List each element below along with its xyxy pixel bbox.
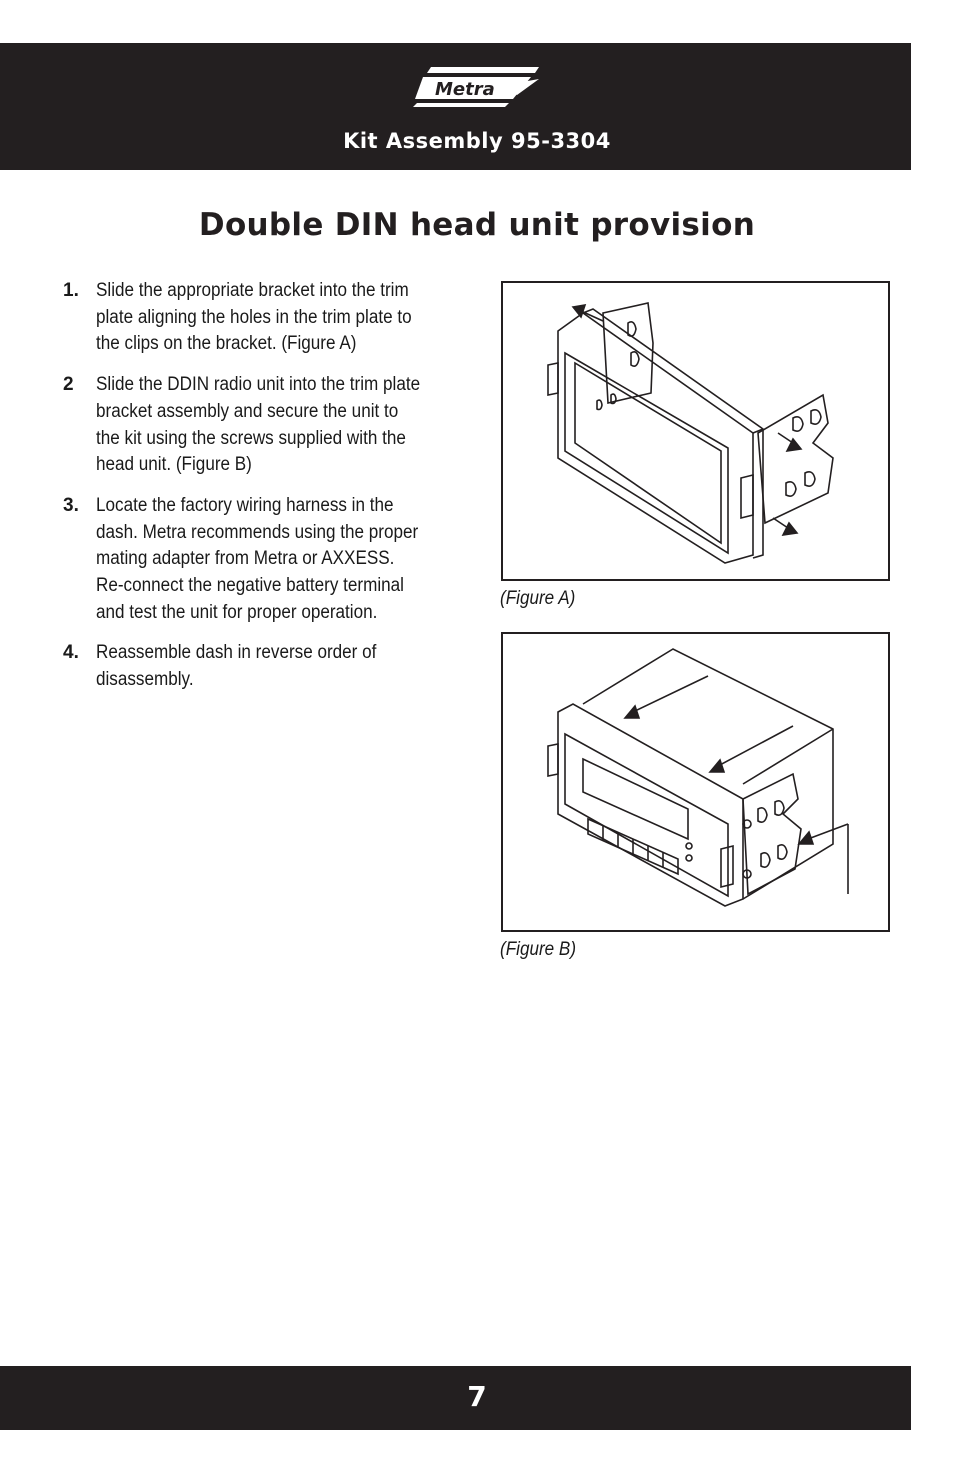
figure-a (501, 281, 890, 581)
figure-a-caption: (Figure A) (500, 588, 576, 609)
step-number: 2 (63, 374, 74, 396)
instruction-list (63, 278, 458, 708)
kit-title: Kit Assembly 95-3304 (343, 129, 611, 153)
page-title: Double DIN head unit provision (198, 207, 756, 243)
step-1 (63, 278, 458, 358)
footer-bar (0, 1366, 911, 1430)
figure-b-caption: (Figure B) (500, 939, 577, 960)
step-4 (63, 640, 458, 693)
figure-b (501, 632, 890, 932)
step-text: Locate the factory wiring harness in the dash. Metra recommends using the proper mating adapter from Metra or AXXESS. Re-connect the negative battery terminal and test the unit for proper operation. (96, 494, 419, 623)
step-text: Slide the DDIN radio unit into the trim plate bracket assembly and secure the unit to the kit using the screws supplied with the head unit. (Figure B) (96, 374, 421, 476)
header-bar (0, 43, 911, 170)
step-text: Reassemble dash in reverse order of disassembly. (96, 642, 377, 691)
metra-logo (413, 65, 541, 109)
step-number: 1. (63, 280, 79, 301)
step-number: 3. (63, 494, 79, 516)
step-text: Slide the appropriate bracket into the trim plate aligning the holes in the trim plate to the clips on the bracket. (Figure A) (96, 280, 412, 355)
svg-text:Metra: Metra (435, 79, 495, 100)
step-number: 4. (63, 642, 79, 664)
step-2 (63, 372, 458, 479)
figure-b-drawing (503, 634, 888, 930)
figure-a-drawing (503, 283, 888, 579)
page-number: 7 (467, 1380, 487, 1413)
step-3 (63, 493, 458, 627)
